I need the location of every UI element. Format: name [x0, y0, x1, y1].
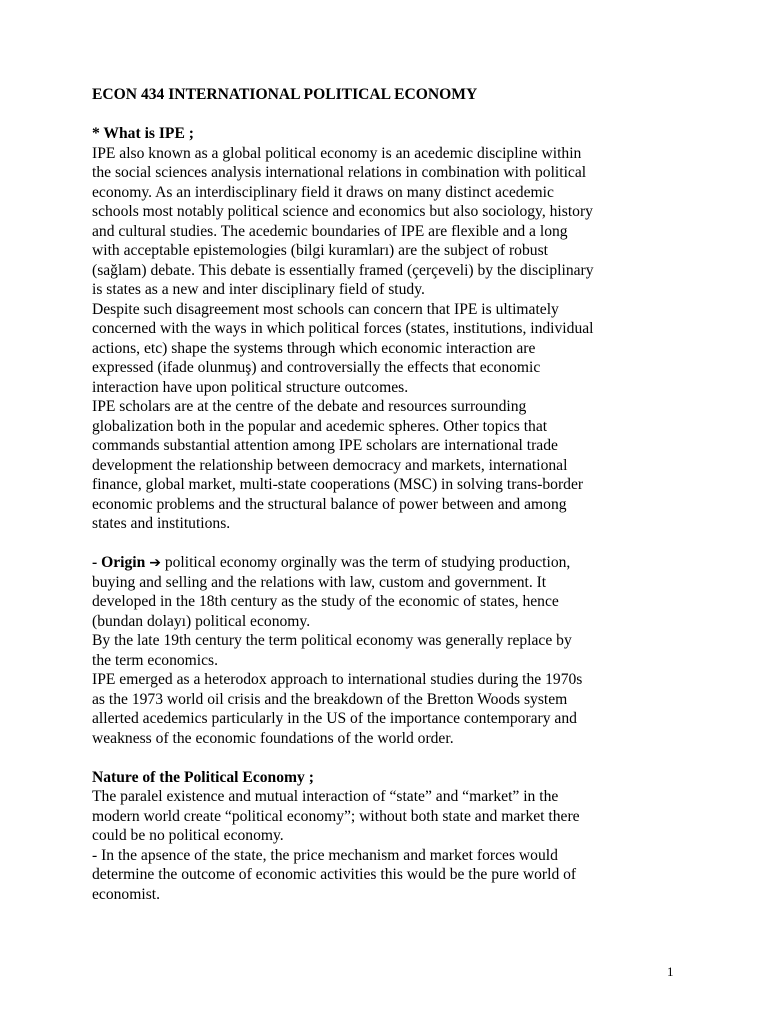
spacer: [92, 748, 682, 768]
paragraph-line: with acceptable epistemologies (bilgi kuramları) are the subject of robust: [92, 242, 548, 259]
paragraph-line: developed in the 18th century as the study of the economic of states, hence: [92, 593, 559, 610]
paragraph-line: the term economics.: [92, 651, 219, 669]
paragraph-line: IPE emerged as a heterodox approach to international studies during the 1970s: [92, 671, 583, 688]
paragraph-line: allerted acedemics particularly in the US of the importance contemporary and: [92, 710, 577, 727]
paragraph-5: [92, 631, 682, 670]
spacer: [92, 534, 682, 554]
paragraph-line: IPE also known as a global political economy is an acedemic discipline within: [92, 144, 582, 162]
paragraph-1: [92, 144, 682, 300]
paragraph-line: interaction have upon political structure outcomes.: [92, 378, 409, 396]
spacer: [92, 105, 682, 125]
document-page: [92, 85, 682, 904]
paragraph-line: economist.: [92, 885, 160, 903]
paragraph-2: [92, 300, 682, 398]
paragraph-line: IPE scholars are at the centre of the debate and resources surrounding: [92, 398, 527, 415]
paragraph-line: The paralel existence and mutual interaction of “state” and “market” in the: [92, 788, 559, 805]
paragraph-3: [92, 397, 682, 534]
paragraph-line: economic problems and the structural balance of power between and among: [92, 495, 567, 513]
paragraph-line: commands substantial attention among IPE scholars are international trade: [92, 437, 558, 454]
paragraph-line: buying and selling and the relations with law, custom and government. It: [92, 573, 547, 591]
paragraph-line: By the late 19th century the term political economy was generally replace by: [92, 632, 572, 649]
paragraph-line: modern world create “political economy”; without both state and market there: [92, 807, 580, 825]
page-number: 1: [667, 964, 674, 979]
paragraph-line: determine the outcome of economic activities this would be the pure world of: [92, 866, 577, 883]
paragraph-line: as the 1973 world oil crisis and the breakdown of the Bretton Woods system: [92, 690, 568, 708]
paragraph-8: [92, 846, 682, 905]
paragraph-line: states and institutions.: [92, 515, 231, 532]
document-title: ECON 434 INTERNATIONAL POLITICAL ECONOMY: [92, 86, 478, 103]
right-arrow-icon: ➔: [149, 555, 161, 571]
paragraph-line: economy. As an interdisciplinary field it draws on many distinct acedemic: [92, 183, 554, 201]
paragraph-line: finance, global market, multi-state cooperations (MSC) in solving trans-border: [92, 476, 584, 493]
paragraph-line: (bundan dolayı) political economy.: [92, 612, 311, 630]
origin-line: [92, 553, 682, 573]
paragraph-line: weakness of the economic foundations of the world order.: [92, 729, 454, 747]
paragraph-line: Despite such disagreement most schools can concern that IPE is ultimately: [92, 300, 559, 318]
section-heading-nature: Nature of the Political Economy ;: [92, 768, 314, 786]
paragraph-line: - In the apsence of the state, the price mechanism and market forces would: [92, 846, 558, 864]
paragraph-7: [92, 787, 682, 846]
paragraph-line: expressed (ifade olunmuş) and controversially the effects that economic: [92, 359, 541, 376]
origin-label: - Origin: [92, 554, 146, 571]
paragraph-6: [92, 670, 682, 748]
paragraph-line: schools most notably political science and economics but also sociology, history: [92, 203, 593, 220]
origin-text: political economy orginally was the term of studying production,: [160, 554, 571, 571]
paragraph-line: concerned with the ways in which political forces (states, institutions, individual: [92, 320, 594, 337]
paragraph-line: could be no political economy.: [92, 827, 284, 844]
paragraph-line: is states as a new and inter disciplinary field of study.: [92, 281, 425, 298]
paragraph-line: the social sciences analysis international relations in combination with political: [92, 164, 587, 181]
paragraph-line: actions, etc) shape the systems through which economic interaction are: [92, 339, 536, 357]
section-heading-what-is-ipe: * What is IPE ;: [92, 125, 194, 142]
paragraph-origin: [92, 553, 682, 631]
paragraph-line: and cultural studies. The acedemic boundaries of IPE are flexible and a long: [92, 222, 568, 240]
paragraph-line: (sağlam) debate. This debate is essentially framed (çerçeveli) by the disciplinary: [92, 261, 594, 279]
paragraph-line: globalization both in the popular and acedemic spheres. Other topics that: [92, 417, 548, 435]
paragraph-line: development the relationship between democracy and markets, international: [92, 456, 568, 474]
